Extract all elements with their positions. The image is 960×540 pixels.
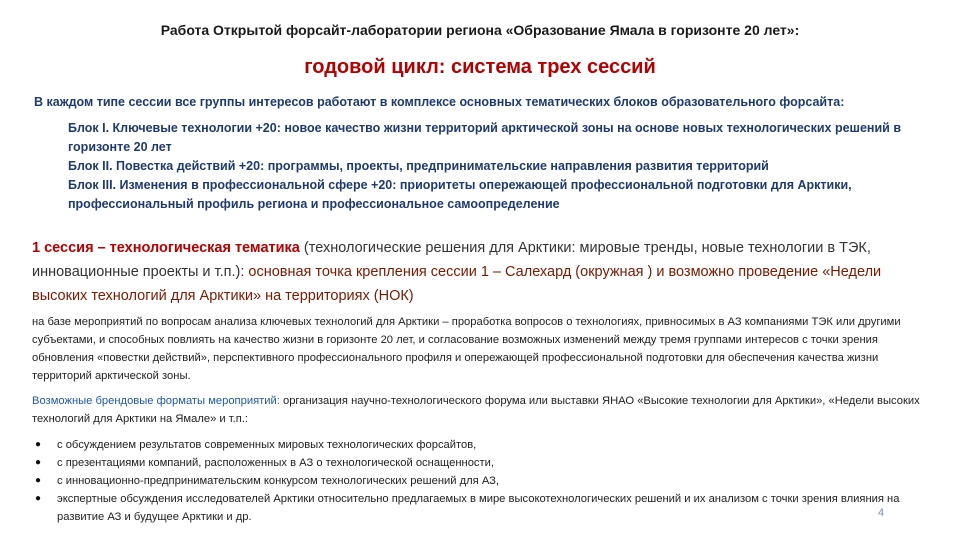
formats-bullet-list <box>32 436 922 526</box>
list-item <box>32 490 922 526</box>
bullet-icon: ● <box>34 457 42 468</box>
list-item <box>32 454 922 472</box>
block-1: Блок I. Ключевые технологии +20: новое качество жизни территорий арктической зоны на основе новых технологических решений в горизонте 20 лет <box>68 121 902 154</box>
session-1-focus: основная точка крепления сессии 1 – Салехард (окружная ) и возможно проведение «Недели высоких технологий для Арктики» на территориях (НОК) <box>32 264 882 304</box>
list-item <box>32 472 922 490</box>
formats-paragraph <box>32 392 932 428</box>
session-1-details: (технологические решения для Арктики: мировые тренды, новые технологии в ТЭК, инновационные проекты и т.п.): <box>32 240 871 280</box>
list-item-text: с инновационно-предпринимательским конкурсом технологических решений для АЗ, <box>57 475 500 487</box>
header-title: Работа Открытой форсайт-лаборатории региона «Образование Ямала в горизонте 20 лет»: <box>160 22 800 38</box>
block-3: Блок III. Изменения в профессиональной сфере +20: приоритеты опережающей профессиональной подготовки для Арктики, профессиональный профиль региона и профессиональное самоопределение <box>68 178 852 211</box>
bullet-icon: ● <box>34 475 42 486</box>
formats-text: организация научно-технологического форума или выставки ЯНАО «Высокие технологии для Арктики», «Недели высоких технологий для Арктики на Ямале» и т.п.: <box>32 395 920 425</box>
bullet-icon: ● <box>34 493 42 504</box>
block-2: Блок II. Повестка действий +20: программы, проекты, предпринимательские направления развития территорий <box>68 159 769 173</box>
list-item-text: экспертные обсуждения исследователей Арктики относительно предлагаемых в мире высокотехнологических решений и их анализом с точки зрения влияния на развитие АЗ и будущее Арктики и др. <box>57 493 900 523</box>
session-body-text: на базе мероприятий по вопросам анализа ключевых технологий для Арктики – проработка вопросов о технологиях, привносимых в АЗ компаниями ТЭК или другими субъектами, и способных повлиять на качество жизни в горизонте 20 лет, и согласование возможных изменений между тремя группами интересов с точки зрения обновления «повестки действий», перспективного профессионального профиля и опережающей профессиональной подготовки для обеспечения качества жизни территорий арктической зоны. <box>32 316 901 382</box>
thematic-blocks <box>68 119 928 214</box>
page-number: 4 <box>878 507 885 519</box>
session-1-description <box>32 236 932 308</box>
cycle-title: годовой цикл: система трех сессий <box>304 56 656 78</box>
session-1-title: 1 сессия – технологическая тематика <box>32 240 300 256</box>
intro-text: В каждом типе сессии все группы интересов работают в комплексе основных тематических блоков образовательного форсайта: <box>34 95 845 109</box>
list-item <box>32 436 922 454</box>
list-item-text: с презентациями компаний, расположенных в АЗ о технологической оснащенности, <box>57 457 495 469</box>
list-item-text: с обсуждением результатов современных мировых технологических форсайтов, <box>57 439 477 451</box>
formats-label: Возможные брендовые форматы мероприятий: <box>32 395 280 407</box>
bullet-icon: ● <box>34 439 42 450</box>
